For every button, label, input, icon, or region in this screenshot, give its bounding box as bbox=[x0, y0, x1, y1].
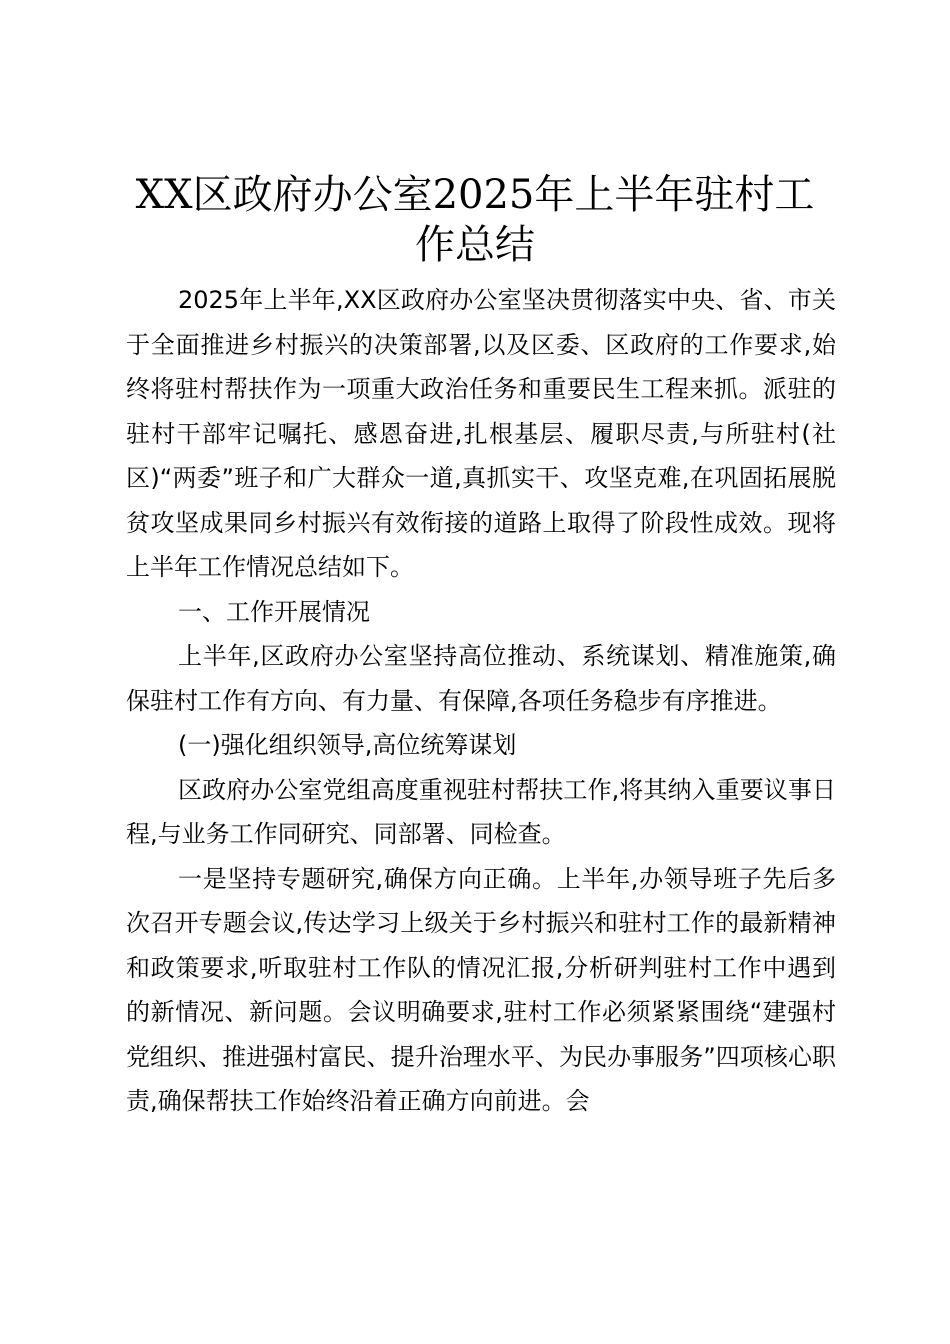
paragraph-point-1: 一是坚持专题研究,确保方向正确。上半年,办领导班子先后多次召开专题会议,传达学习上级关于乡村振兴和驻村工作的最新精神和政策要求,听取驻村工作队的情况汇报,分析研判驻村工作中遇到的新情况、新问题。会议明确要求,驻村工作必须紧紧围绕“建强村党组织、推进强村富民、提升治理水平、为民办事服务”四项核心职责,确保帮扶工作始终沿着正确方向前进。会 bbox=[126, 864, 836, 1115]
document-title-line-2: 作总结 bbox=[415, 222, 535, 268]
paragraph-intro: 2025年上半年,XX区政府办公室坚决贯彻落实中央、省、市关于全面推进乡村振兴的决策部署,以及区委、区政府的工作要求,始终将驻村帮扶作为一项重大政治任务和重要民生工程来抓。派驻的驻村干部牢记嘱托、感恩奋进,扎根基层、履职尽责,与所驻村(社区)“两委”班子和广大群众一道,真抓实干、攻坚克难,在巩固拓展脱贫攻坚成果同乡村振兴有效衔接的道路上取得了阶段性成效。现将上半年工作情况总结如下。 bbox=[126, 286, 836, 581]
document-title-line-1: XX区政府办公室2025年上半年驻村工 bbox=[135, 172, 815, 218]
subsection-heading-1: (一)强化组织领导,高位统筹谋划 bbox=[178, 731, 517, 759]
section-heading-1: 一、工作开展情况 bbox=[178, 597, 370, 626]
paragraph-leadership: 区政府办公室党组高度重视驻村帮扶工作,将其纳入重要议事日程,与业务工作同研究、同部署、同检查。 bbox=[126, 775, 836, 848]
paragraph-overview: 上半年,区政府办公室坚持高位推动、系统谋划、精准施策,确保驻村工作有方向、有力量、有保障,各项任务稳步有序推进。 bbox=[126, 642, 836, 715]
document-body bbox=[126, 278, 836, 1124]
